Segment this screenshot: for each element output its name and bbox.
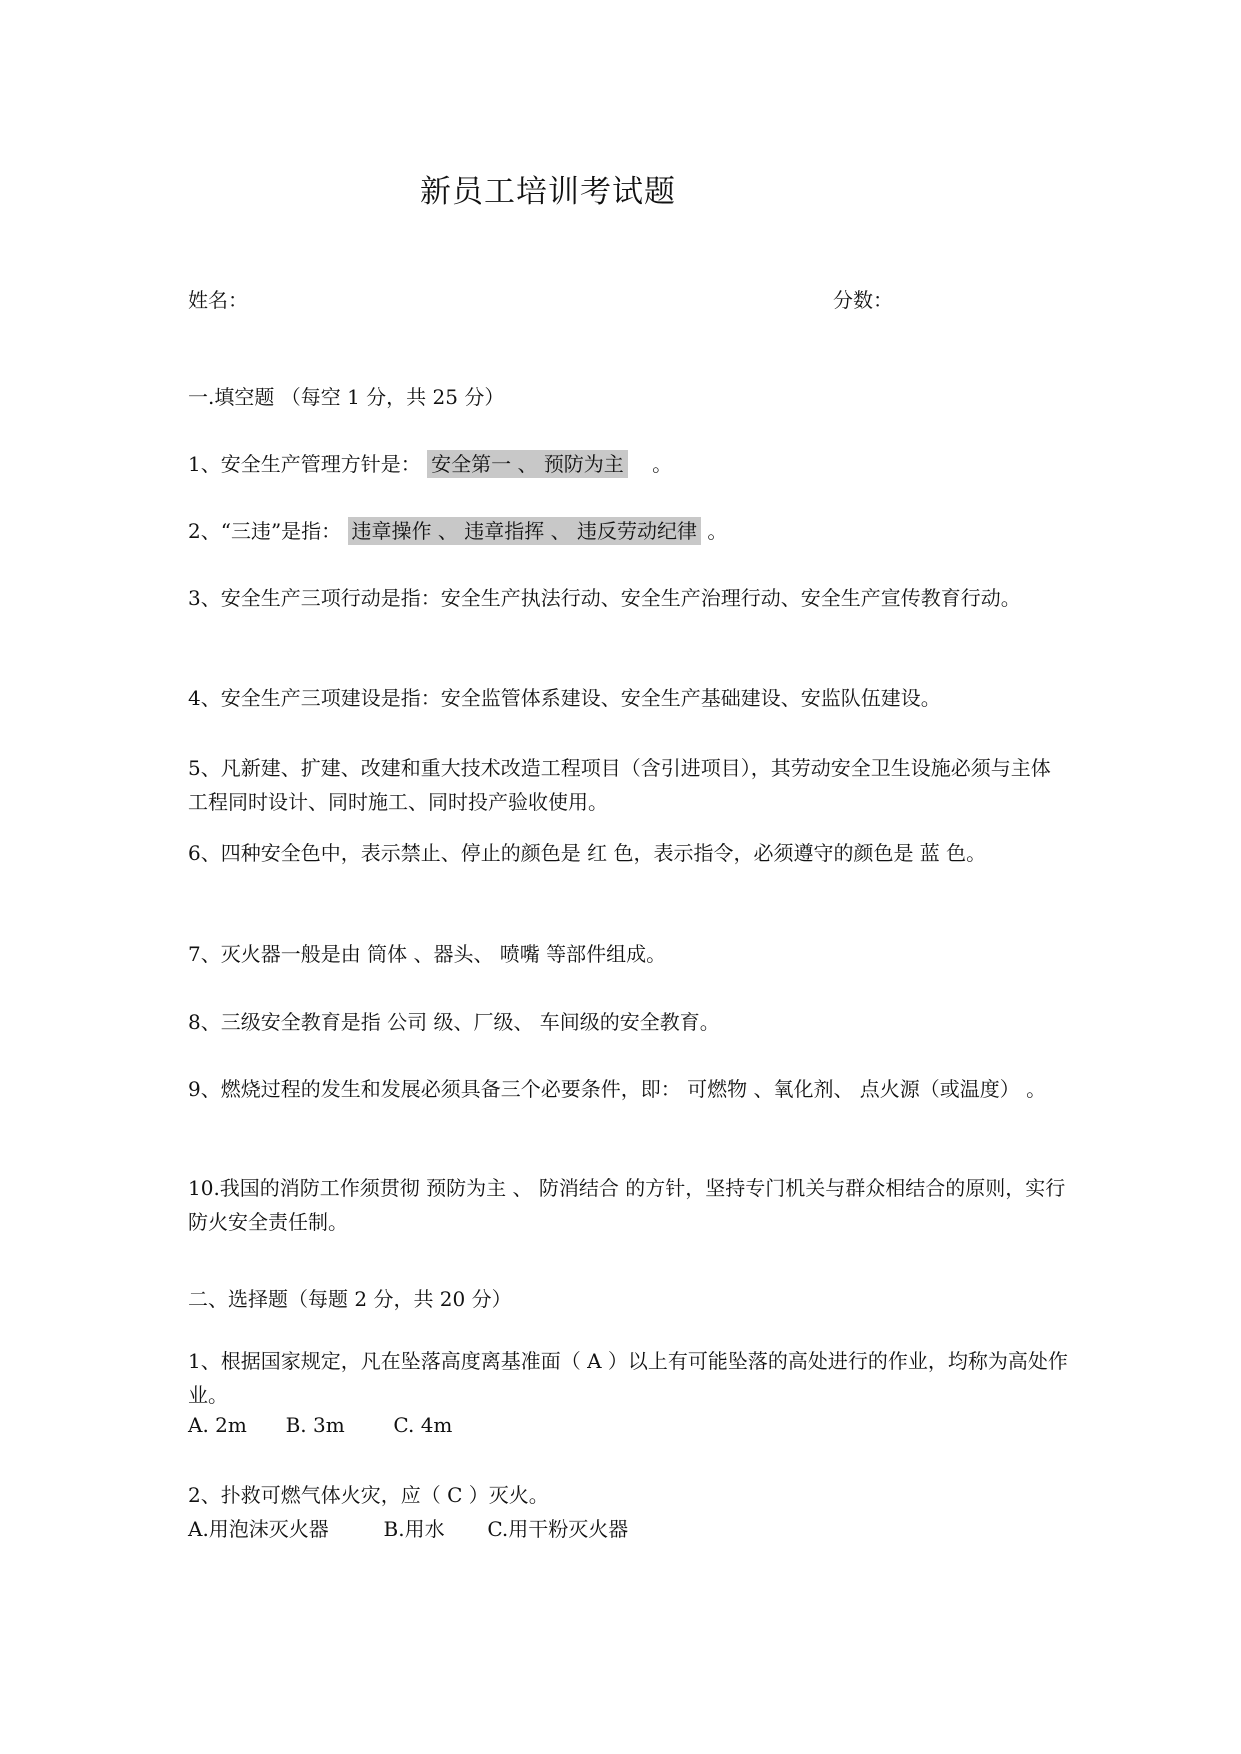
q1-2-suffix: 。 (707, 519, 728, 543)
q1-1-suffix: 。 (652, 452, 673, 476)
q1-1-answer-1: 安全第一 、 预防为主 (427, 450, 628, 478)
option-c: C. 4m (393, 1413, 453, 1437)
question-1-6: 6、四种安全色中，表示禁止、停止的颜色是 红 色，表示指令，必须遵守的颜色是 蓝 色。 (188, 841, 987, 865)
question-2-1-options (188, 1413, 452, 1437)
option-b: B. 3m (285, 1413, 345, 1437)
q1-2-answers: 违章操作 、 违章指挥 、 违反劳动纪律 (348, 517, 701, 545)
option-a: A. 2m (188, 1413, 247, 1437)
question-1-9: 9、燃烧过程的发生和发展必须具备三个必要条件，即： 可燃物 、氧化剂、 点火源（或温度） 。 (188, 1077, 1047, 1101)
option-c: C.用干粉灭火器 (487, 1517, 629, 1541)
question-1-4: 4、安全生产三项建设是指：安全监管体系建设、安全生产基础建设、安监队伍建设。 (188, 686, 941, 710)
q1-2-prefix: 2、“三违”是指： (188, 519, 342, 543)
question-1-1 (188, 448, 672, 477)
question-1-7: 7、灭火器一般是由 筒体 、器头、 喷嘴 等部件组成。 (188, 942, 667, 966)
score-label: 分数： (833, 288, 893, 312)
option-a: A.用泡沫灭火器 (188, 1517, 329, 1541)
question-1-8: 8、三级安全教育是指 公司 级、厂级、 车间级的安全教育。 (188, 1010, 720, 1034)
question-1-3: 3、安全生产三项行动是指：安全生产执法行动、安全生产治理行动、安全生产宣传教育行动。 (188, 586, 1021, 610)
question-1-10: 10.我国的消防工作须贯彻 预防为主 、 防消结合 的方针，坚持专门机关与群众相结合的原则，实行防火安全责任制。 (188, 1176, 1066, 1234)
question-2-2-options (188, 1513, 628, 1542)
option-b: B.用水 (383, 1517, 445, 1541)
question-2-1: 1、根据国家规定，凡在坠落高度离基准面（ A ）以上有可能坠落的高处进行的作业，均称为高处作业。 (188, 1349, 1068, 1407)
page-title: 新员工培训考试题 (420, 174, 676, 210)
question-2-2: 2、扑救可燃气体火灾，应（ C ）灭火。 (188, 1483, 549, 1507)
section1-heading: 一.填空题 （每空 1 分，共 25 分） (188, 385, 505, 409)
question-1-5: 5、凡新建、扩建、改建和重大技术改造工程项目（含引进项目），其劳动安全卫生设施必须与主体工程同时设计、同时施工、同时投产验收使用。 (188, 756, 1051, 814)
question-1-2 (188, 515, 727, 544)
section2-heading: 二、选择题（每题 2 分，共 20 分） (188, 1287, 512, 1311)
name-label: 姓名： (188, 288, 248, 312)
q1-1-prefix: 1、安全生产管理方针是： (188, 452, 421, 476)
